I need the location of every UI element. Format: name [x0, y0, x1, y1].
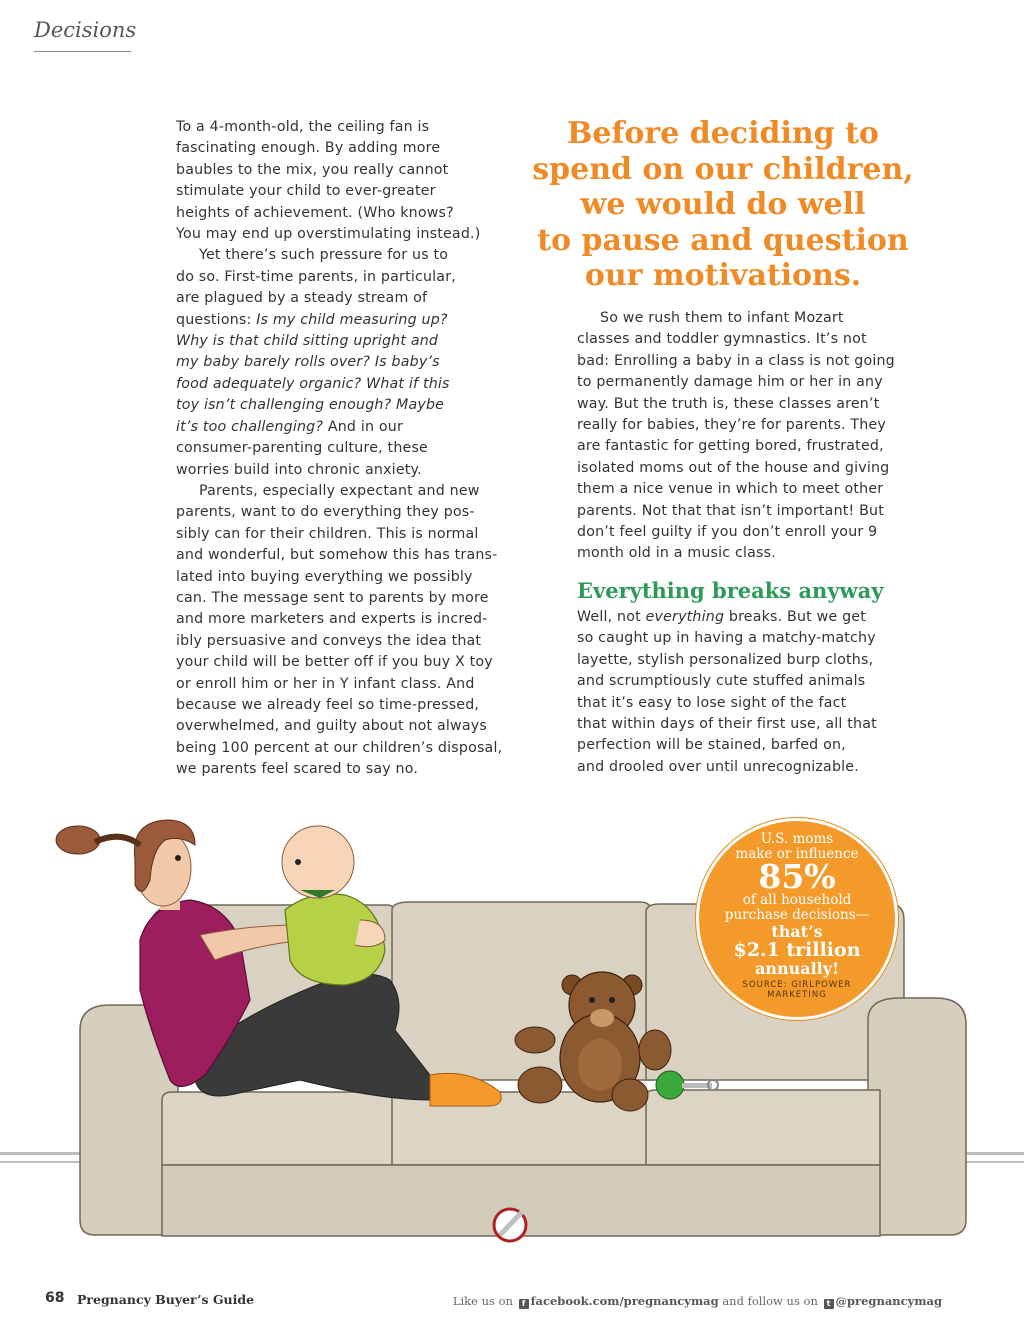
italic-question-line: Why is that child sitting upright and [176, 333, 439, 350]
text-line: your child will be better off if you buy X toy [176, 654, 493, 671]
text-line: or enroll him or her in Y infant class. And [176, 675, 475, 692]
badge-text: purchase decisions— [724, 907, 870, 923]
text-line: month old in a music class. [577, 545, 776, 562]
italic-word: everything [645, 609, 725, 625]
text-line: layette, stylish personalized burp cloths, [577, 651, 874, 668]
pull-quote-line: spend on our children, [532, 151, 914, 187]
text-line: bad: Enrolling a baby in a class is not going [577, 352, 895, 369]
social-links [453, 1294, 942, 1309]
pull-quote-line: our motivations. [584, 258, 862, 293]
badge-text: annually! [754, 959, 840, 978]
text-line: heights of achievement. (Who knows? [176, 204, 454, 221]
badge-source: MARKETING [767, 990, 827, 1000]
text-line: So we rush them to infant Mozart [600, 310, 844, 326]
text-line: To a 4-month-old, the ceiling fan is [176, 119, 430, 135]
text-line: and scrumptiously cute stuffed animals [577, 673, 866, 690]
badge-text: U.S. moms [760, 831, 834, 847]
text-line: do so. First-time parents, in particular, [176, 268, 456, 285]
text-line: parents. Not that that isn’t important! But [577, 502, 885, 519]
text-line: that within days of their first use, all that [577, 716, 877, 733]
badge-source: SOURCE: GIRLPOWER [742, 980, 852, 990]
italic-question: it’s too challenging? [176, 418, 324, 435]
text-line: being 100 percent at our children’s disposal, [176, 739, 503, 756]
pacifier-icon [494, 1209, 526, 1241]
text-run: breaks. But we get [724, 609, 866, 625]
text-line: really for babies, they’re for parents. They [577, 417, 887, 434]
badge-text: make or influence [735, 846, 859, 862]
pull-quote-line: we would do well [580, 187, 866, 222]
page-number: 68 [45, 1290, 65, 1306]
paragraph-1 [176, 117, 506, 245]
badge-text: of all household [742, 892, 852, 908]
text-line: and drooled over until unrecognizable. [577, 758, 859, 775]
text-line: You may end up overstimulating instead.) [176, 226, 481, 243]
footer-text: and follow us on [722, 1294, 818, 1308]
text-line: isolated moms out of the house and giving [577, 459, 890, 476]
text-line: so caught up in having a matchy-matchy [577, 630, 876, 647]
text-line: don’t feel guilty if you don’t enroll your 9 [577, 524, 878, 541]
italic-question: Is my child measuring up? [256, 311, 448, 328]
section-rule [34, 51, 131, 52]
text-line: are plagued by a steady stream of [176, 290, 428, 307]
pull-quote-line: Before deciding to [567, 116, 879, 151]
text-line: sibly can for their children. This is normal [176, 525, 479, 542]
text-line: stimulate your child to ever-greater [176, 183, 436, 200]
twitter-icon: t [824, 1299, 834, 1309]
twitter-link[interactable]: @pregnancymag [835, 1294, 942, 1308]
text-line: worries build into chronic anxiety. [176, 461, 422, 478]
text-run: And in our [323, 418, 403, 435]
right-column-2 [577, 607, 909, 778]
pull-quote [528, 116, 918, 294]
text-line [176, 417, 506, 438]
pull-quote-line: to pause and question [537, 222, 909, 258]
text-line: consumer-parenting culture, these [176, 440, 428, 457]
paragraph-2 [176, 245, 506, 480]
text-line [577, 607, 909, 628]
text-line: classes and toddler gymnastics. It’s not [577, 331, 867, 348]
left-column [176, 117, 506, 781]
subhead: Everything breaks anyway [577, 578, 884, 603]
italic-question-line: food adequately organic? What if this [176, 375, 450, 392]
italic-question-line: my baby barely rolls over? Is baby’s [176, 354, 440, 371]
section-label: Decisions [34, 18, 137, 42]
badge-amount: $2.1 trillion [733, 939, 861, 961]
text-line: baubles to the mix, you really cannot [176, 161, 449, 178]
italic-question-line: toy isn’t challenging enough? Maybe [176, 397, 445, 414]
text-line: them a nice venue in which to meet other [577, 481, 884, 498]
text-line: that it’s easy to lose sight of the fact [577, 694, 847, 711]
text-line: can. The message sent to parents by more [176, 589, 489, 606]
stat-badge [696, 818, 898, 1020]
text-line: to permanently damage him or her in any [577, 374, 883, 391]
badge-text: that’s [771, 922, 823, 941]
publication-name: Pregnancy Buyer’s Guide [77, 1292, 255, 1307]
facebook-icon: f [519, 1299, 529, 1309]
text-run: questions: [176, 311, 257, 328]
text-line: fascinating enough. By adding more [176, 140, 441, 157]
text-line: parents, want to do everything they pos- [176, 504, 475, 521]
text-line: overwhelmed, and guilty about not always [176, 718, 487, 735]
facebook-link[interactable]: facebook.com/pregnancymag [530, 1294, 719, 1308]
text-line: perfection will be stained, barfed on, [577, 737, 846, 754]
paragraph-3 [176, 481, 506, 781]
text-line: ibly persuasive and conveys the idea that [176, 632, 482, 649]
text-line: are fantastic for getting bored, frustrated, [577, 438, 884, 455]
text-line: lated into buying everything we possibly [176, 568, 473, 585]
text-line: and more marketers and experts is incred- [176, 611, 488, 628]
footer-text: Like us on [452, 1294, 513, 1308]
text-line [176, 310, 506, 331]
text-run: Well, not [577, 609, 646, 625]
right-column [577, 308, 909, 565]
text-line: and wonderful, but somehow this has trans- [176, 547, 498, 564]
text-line: we parents feel scared to say no. [176, 761, 419, 778]
text-line: Parents, especially expectant and new [199, 482, 480, 499]
text-line: way. But the truth is, these classes aren’t [577, 395, 880, 412]
text-line: Yet there’s such pressure for us to [199, 247, 449, 264]
badge-percentage: 85% [758, 857, 836, 896]
text-line: because we already feel so time-pressed, [176, 696, 480, 713]
